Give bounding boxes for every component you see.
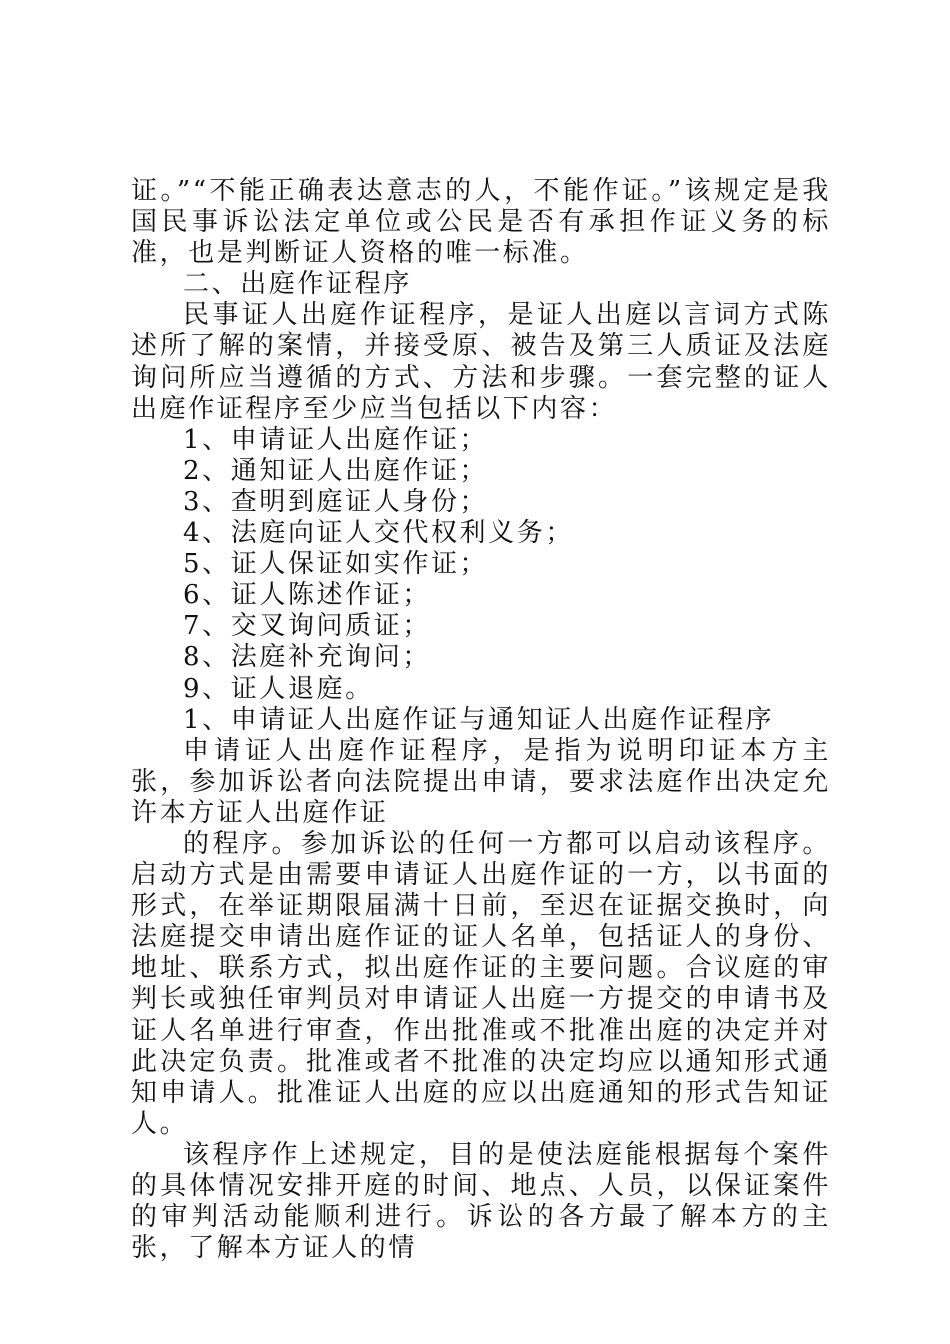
list-item: 6、证人陈述作证； [183, 580, 431, 611]
paragraph-purpose: 该程序作上述规定，目的是使法庭能根据每个案件的具体情况安排开庭的时间、地点、人员，以保证案件的审判活动能顺利进行。诉讼的各方最了解本方的主张，了解本方证人的情 [131, 1139, 831, 1264]
section-heading: 二、出庭作证程序 [183, 269, 412, 300]
paragraph-procedure: 的程序。参加诉讼的任何一方都可以启动该程序。启动方式是由需要申请证人出庭作证的一方，以书面的形式，在举证期限届满十日前，至迟在证据交换时，向法庭提交申请出庭作证的证人名单，包括证人的身份、地址、联系方式，拟出庭作证的主要问题。合议庭的审判长或独任审判员对申请证人出庭一方提交的申请书及证人名单进行审查，作出批准或不批准出庭的决定并对此决定负责。批准或者不批准的决定均应以通知形式通知申请人。批准证人出庭的应以出庭通知的形式告知证人。 [131, 828, 831, 1139]
list-item: 3、查明到庭证人身份； [183, 486, 489, 517]
paragraph-application: 申请证人出庭作证程序，是指为说明印证本方主张，参加诉讼者向法院提出申请，要求法庭作出决定允许本方证人出庭作证 [131, 735, 831, 828]
subsection-heading: 1、申请证人出庭作证与通知证人出庭作证程序 [183, 704, 775, 735]
paragraph-intro: 证。”“不能正确表达意志的人，不能作证。”该规定是我国民事诉讼法定单位或公民是否有承担作证义务的标准，也是判断证人资格的唯一标准。 [131, 176, 831, 269]
list-item: 5、证人保证如实作证； [183, 549, 489, 580]
paragraph-definition: 民事证人出庭作证程序，是证人出庭以言词方式陈述所了解的案情，并接受原、被告及第三人质证及法庭询问所应当遵循的方式、方法和步骤。一套完整的证人出庭作证程序至少应当包括以下内容： [131, 300, 831, 424]
list-item: 9、证人退庭。 [183, 673, 374, 704]
list-item: 1、申请证人出庭作证； [183, 424, 489, 455]
list-item: 8、法庭补充询问； [183, 642, 431, 673]
list-item: 7、交叉询问质证； [183, 611, 431, 642]
document-body [131, 176, 831, 1264]
list-item: 2、通知证人出庭作证； [183, 455, 489, 486]
list-item: 4、法庭向证人交代权利义务； [183, 518, 574, 549]
